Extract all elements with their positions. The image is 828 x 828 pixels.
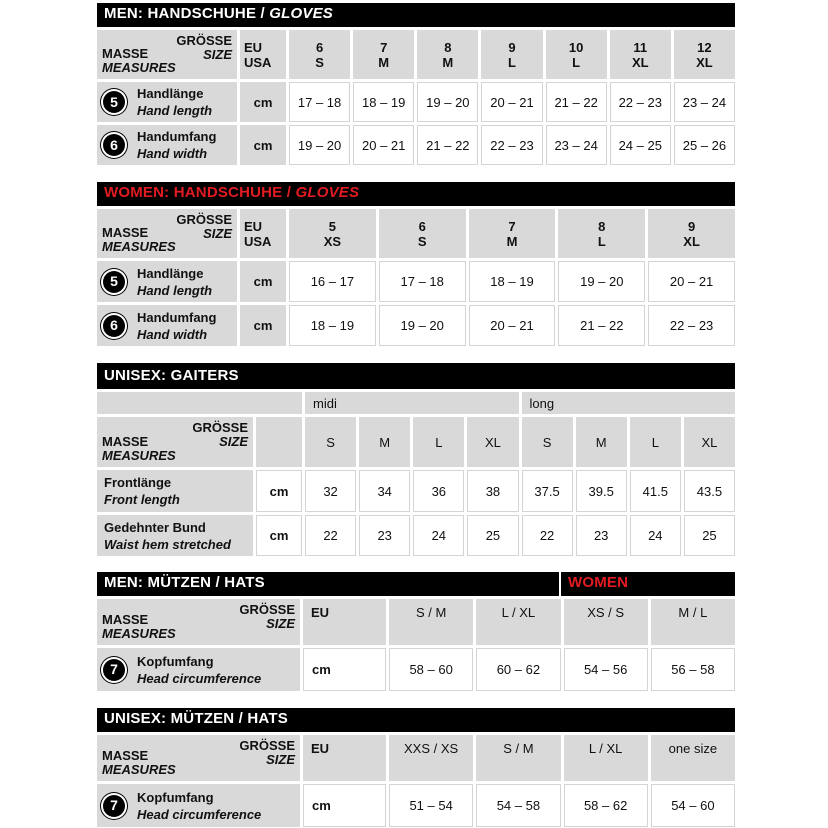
size-header: L / XL — [476, 599, 560, 645]
men-hats-table — [97, 599, 735, 691]
usa-size: L — [597, 233, 606, 249]
value-cell: 54 – 58 — [476, 784, 560, 827]
size-header: S / M — [389, 599, 473, 645]
size-measure-corner — [97, 30, 237, 79]
value-cell: 20 – 21 — [353, 125, 414, 165]
eu-size: 8 — [444, 39, 452, 55]
size-header: XL — [684, 417, 735, 467]
value-cell: 22 — [305, 515, 356, 556]
size-measure-corner — [97, 209, 237, 258]
value-cell: 18 – 19 — [289, 305, 376, 346]
group-spacer — [97, 392, 302, 414]
gaiters-table — [97, 392, 735, 556]
front-length-label — [97, 470, 253, 512]
measures-label: MEASURES — [102, 448, 176, 463]
value-cell: 19 – 20 — [417, 82, 478, 122]
eu-size: 7 — [508, 218, 516, 234]
size-header: XS / S — [564, 599, 648, 645]
eu-size: 9 — [508, 39, 516, 55]
size-label: SIZE — [266, 752, 295, 767]
value-cell: 23 — [576, 515, 627, 556]
value-cell: 36 — [413, 470, 464, 512]
value-cell: 32 — [305, 470, 356, 512]
eu-size: 12 — [697, 39, 712, 55]
hand-length-label — [97, 82, 237, 122]
usa-size: S — [417, 233, 427, 249]
usa-size: M — [442, 54, 454, 70]
measures-label: MEASURES — [102, 239, 176, 254]
size-col — [610, 30, 671, 79]
measure-en: Front length — [104, 492, 180, 507]
eu-label: EU — [244, 218, 263, 234]
value-cell: 23 – 24 — [546, 125, 607, 165]
size-col — [481, 30, 542, 79]
usa-size: M — [506, 233, 518, 249]
groesse-label: GRÖSSE — [176, 212, 232, 227]
women-hats-title-text: WOMEN — [568, 574, 629, 591]
eu-size: 5 — [328, 218, 337, 234]
number-5-icon: 5 — [103, 271, 125, 293]
measure-en: Hand width — [137, 326, 208, 342]
masse-label: MASSE — [102, 434, 149, 449]
groesse-label: GRÖSSE — [192, 420, 248, 435]
women-gloves-title-en: GLOVES — [295, 184, 360, 201]
measure-de: Kopfumfang — [137, 653, 214, 669]
measure-de: Frontlänge — [104, 475, 172, 490]
value-cell: 58 – 62 — [564, 784, 648, 827]
group-long: long — [522, 392, 736, 414]
measure-de: Handlänge — [137, 265, 204, 281]
size-header: S — [305, 417, 356, 467]
value-cell: 18 – 19 — [353, 82, 414, 122]
hand-width-label — [97, 125, 237, 165]
value-cell: 18 – 19 — [469, 261, 556, 302]
number-7-icon: 7 — [103, 659, 125, 681]
unit-cm: cm — [240, 125, 286, 165]
measure-de: Handlänge — [137, 86, 204, 101]
size-header: M / L — [651, 599, 735, 645]
groesse-label: GRÖSSE — [239, 602, 295, 617]
size-col — [417, 30, 478, 79]
masse-label: MASSE — [102, 748, 149, 763]
value-cell: 21 – 22 — [558, 305, 645, 346]
value-cell: 19 – 20 — [289, 125, 350, 165]
eu-size: 6 — [418, 218, 426, 234]
usa-label: USA — [244, 54, 272, 70]
waist-label — [97, 515, 253, 556]
men-hats-title-text: MEN: MÜTZEN / HATS — [104, 574, 265, 591]
measure-en: Hand width — [137, 146, 208, 161]
value-cell: 22 – 23 — [648, 305, 735, 346]
eu-usa-label — [240, 30, 286, 79]
value-cell: 34 — [359, 470, 410, 512]
eu-size: 8 — [598, 218, 606, 234]
value-cell: 19 – 20 — [558, 261, 645, 302]
eu-size: 6 — [315, 39, 324, 55]
men-gloves-title-en: GLOVES — [269, 5, 333, 22]
value-cell: 54 – 56 — [564, 648, 648, 691]
usa-size: L — [508, 54, 516, 70]
size-measure-corner — [97, 599, 300, 645]
unisex-hats-title — [97, 708, 735, 732]
value-cell: 21 – 22 — [546, 82, 607, 122]
eu-size: 10 — [568, 39, 584, 55]
size-header: S / M — [476, 735, 560, 781]
measure-de: Gedehnter Bund — [104, 519, 206, 535]
head-circ-label — [97, 648, 300, 691]
value-cell: 24 — [630, 515, 681, 556]
size-col — [379, 209, 466, 258]
women-gloves-table — [97, 209, 735, 346]
number-7-icon: 7 — [103, 795, 125, 817]
measure-de: Kopfumfang — [137, 789, 214, 805]
size-label: SIZE — [203, 47, 232, 62]
size-col — [674, 30, 735, 79]
value-cell: 37.5 — [522, 470, 573, 512]
measure-en: Waist hem stretched — [104, 536, 231, 552]
size-header: one size — [651, 735, 735, 781]
measures-label: MEASURES — [102, 626, 176, 641]
value-cell: 22 – 23 — [481, 125, 542, 165]
usa-size: L — [572, 54, 581, 70]
value-cell: 24 — [413, 515, 464, 556]
value-cell: 38 — [467, 470, 518, 512]
size-col — [469, 209, 556, 258]
hand-length-label — [97, 261, 237, 302]
value-cell: 25 – 26 — [674, 125, 735, 165]
size-col — [648, 209, 735, 258]
value-cell: 21 – 22 — [417, 125, 478, 165]
usa-size: XS — [323, 233, 342, 249]
men-gloves-title-main: MEN: HANDSCHUHE / — [104, 5, 270, 22]
unit-cm: cm — [240, 82, 286, 122]
usa-size: XL — [683, 233, 700, 249]
size-header: L — [413, 417, 464, 467]
measure-en: Head circumference — [137, 670, 262, 686]
size-header: M — [359, 417, 410, 467]
usa-size: S — [315, 54, 324, 70]
women-gloves-title-main: WOMEN: HANDSCHUHE / — [104, 184, 296, 201]
usa-size: M — [378, 54, 390, 70]
value-cell: 39.5 — [576, 470, 627, 512]
number-5-icon: 5 — [103, 91, 125, 113]
value-cell: 20 – 21 — [469, 305, 556, 346]
value-cell: 41.5 — [630, 470, 681, 512]
unit-cm: cm — [240, 261, 286, 302]
size-measure-corner — [97, 417, 253, 467]
gaiters-title — [97, 363, 735, 389]
size-header: S — [522, 417, 573, 467]
value-cell: 20 – 21 — [648, 261, 735, 302]
unisex-hats-table — [97, 735, 735, 827]
number-6-icon: 6 — [103, 134, 125, 156]
unit-cm: cm — [256, 470, 302, 512]
size-col — [558, 209, 645, 258]
size-measure-corner — [97, 735, 300, 781]
value-cell: 24 – 25 — [610, 125, 671, 165]
eu-size: 9 — [687, 218, 696, 234]
men-hats-title — [97, 572, 559, 596]
value-cell: 60 – 62 — [476, 648, 560, 691]
value-cell: 25 — [684, 515, 735, 556]
value-cell: 19 – 20 — [379, 305, 466, 346]
number-6-icon: 6 — [103, 315, 125, 337]
masse-label: MASSE — [102, 225, 149, 240]
size-label: SIZE — [203, 226, 232, 241]
blank-header — [256, 417, 302, 467]
masse-label: MASSE — [102, 612, 149, 627]
size-header: XXS / XS — [389, 735, 473, 781]
unit-cm: cm — [240, 305, 286, 346]
eu-size: 11 — [633, 39, 648, 55]
eu-size: 7 — [380, 39, 388, 55]
measures-label: MEASURES — [102, 60, 176, 75]
value-cell: 54 – 60 — [651, 784, 735, 827]
groesse-label: GRÖSSE — [239, 738, 295, 753]
women-gloves-title — [97, 182, 735, 206]
measure-de: Handumfang — [137, 309, 217, 325]
usa-size: XL — [696, 54, 713, 70]
eu-label: EU — [303, 599, 386, 645]
size-label: SIZE — [266, 616, 295, 631]
gaiters-title-text: UNISEX: GAITERS — [104, 367, 239, 384]
eu-label: EU — [303, 735, 386, 781]
value-cell: 43.5 — [684, 470, 735, 512]
value-cell: 56 – 58 — [651, 648, 735, 691]
size-col — [546, 30, 607, 79]
women-hats-title — [561, 572, 735, 596]
size-col — [353, 30, 414, 79]
measure-en: Head circumference — [137, 806, 262, 822]
value-cell: 23 — [359, 515, 410, 556]
measure-de: Handumfang — [137, 129, 217, 144]
value-cell: 22 – 23 — [610, 82, 671, 122]
value-cell: 51 – 54 — [389, 784, 473, 827]
value-cell: 23 – 24 — [674, 82, 735, 122]
size-label: SIZE — [219, 434, 248, 449]
groesse-label: GRÖSSE — [176, 33, 232, 48]
unit-cm: cm — [303, 648, 386, 691]
value-cell: 17 – 18 — [289, 82, 350, 122]
eu-usa-label — [240, 209, 286, 258]
unit-cm: cm — [303, 784, 386, 827]
value-cell: 20 – 21 — [481, 82, 542, 122]
size-header: M — [576, 417, 627, 467]
masse-label: MASSE — [102, 46, 149, 61]
measure-en: Hand length — [137, 282, 213, 298]
unisex-hats-title-text: UNISEX: MÜTZEN / HATS — [104, 710, 288, 727]
unit-cm: cm — [256, 515, 302, 556]
eu-label: EU — [244, 39, 263, 55]
hand-width-label — [97, 305, 237, 346]
size-header: L — [630, 417, 681, 467]
size-col — [289, 209, 376, 258]
value-cell: 25 — [467, 515, 518, 556]
size-header: L / XL — [564, 735, 648, 781]
usa-size: XL — [631, 54, 649, 70]
value-cell: 16 – 17 — [289, 261, 376, 302]
usa-label: USA — [244, 233, 272, 249]
value-cell: 17 – 18 — [379, 261, 466, 302]
measure-en: Hand length — [137, 103, 213, 118]
group-midi: midi — [305, 392, 519, 414]
men-gloves-title — [97, 3, 735, 27]
size-col — [289, 30, 350, 79]
value-cell: 58 – 60 — [389, 648, 473, 691]
head-circ-label — [97, 784, 300, 827]
men-gloves-table — [97, 30, 735, 165]
value-cell: 22 — [522, 515, 573, 556]
measures-label: MEASURES — [102, 762, 176, 777]
size-header: XL — [467, 417, 518, 467]
